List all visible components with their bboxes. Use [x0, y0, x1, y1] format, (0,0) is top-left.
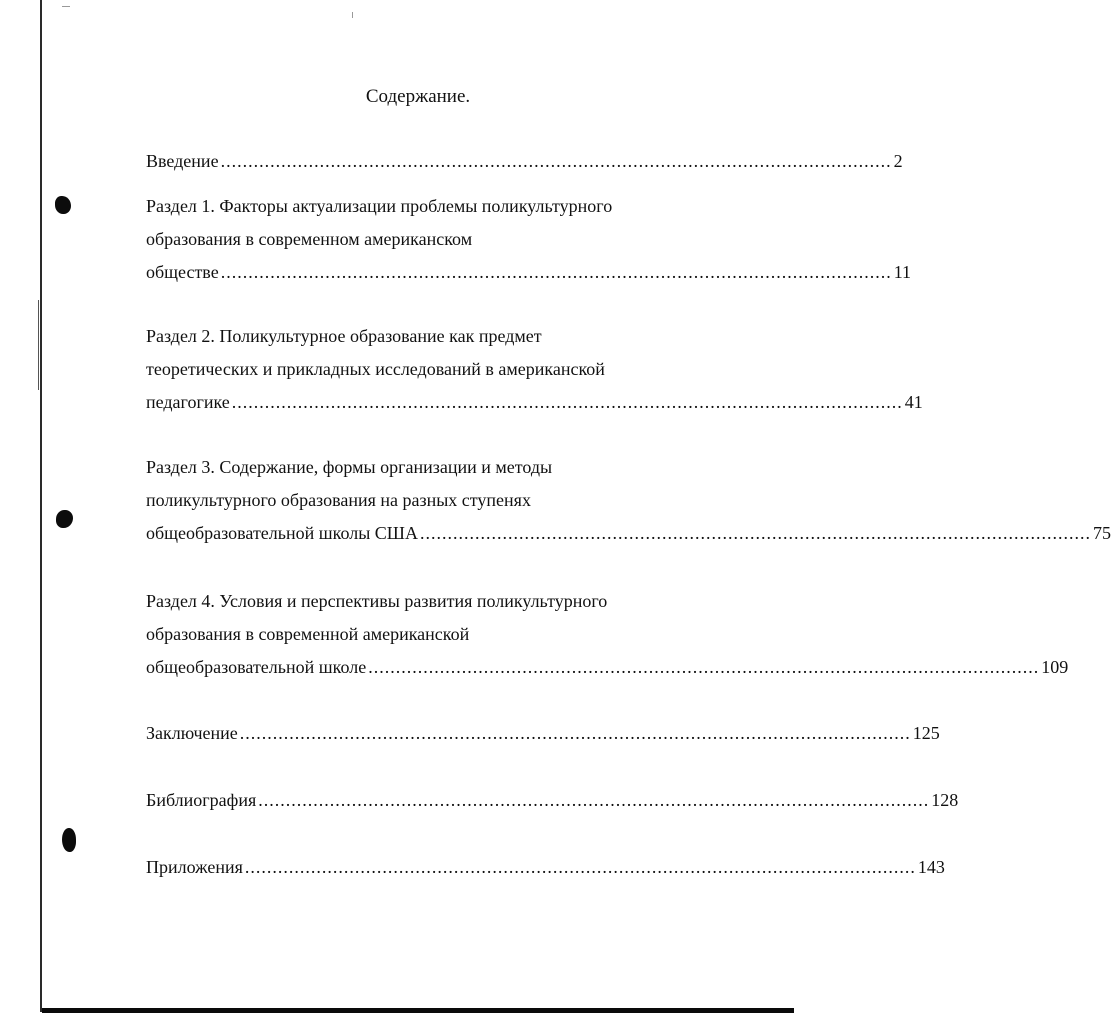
toc-page-number: 2: [893, 151, 903, 171]
toc-title-line: теоретических и прикладных исследований в американской: [146, 359, 605, 379]
punch-hole-icon: [62, 828, 76, 852]
toc-entry-appendices: [146, 851, 945, 884]
scan-edge-left-faint: [38, 300, 39, 390]
toc-page-number: 75: [1092, 523, 1111, 543]
toc-page-number: 143: [917, 857, 945, 877]
toc-title-line: Раздел 3. Содержание, формы организации и методы: [146, 457, 553, 477]
toc-entry-section-4: [146, 585, 1069, 684]
toc-title: Введение: [146, 151, 219, 171]
toc-entry-conclusion: [146, 717, 940, 750]
toc-title: обществе: [146, 262, 219, 282]
toc-title-line: Раздел 1. Факторы актуализации проблемы поликультурного: [146, 196, 613, 216]
punch-hole-icon: [55, 196, 71, 214]
toc-page-number: 125: [912, 723, 940, 743]
toc-entry-intro: [146, 145, 903, 178]
scan-mark: [62, 6, 70, 7]
dot-leader: ..........................................................................................................................: [220, 151, 892, 171]
dot-leader: ..........................................................................................................................: [220, 262, 892, 282]
dot-leader: ..........................................................................................................................: [419, 523, 1091, 543]
dot-leader: ..........................................................................................................................: [244, 857, 916, 877]
toc-page-number: 128: [931, 790, 959, 810]
toc-title: общеобразовательной школы США: [146, 523, 418, 543]
toc-title-line: Раздел 4. Условия и перспективы развития поликультурного: [146, 591, 608, 611]
toc-title-line: поликультурного образования на разных ступенях: [146, 490, 531, 510]
toc-title: Приложения: [146, 857, 243, 877]
dot-leader: ..........................................................................................................................: [258, 790, 930, 810]
toc-page-number: 41: [904, 392, 923, 412]
toc-title: педагогике: [146, 392, 230, 412]
toc-page-number: 109: [1041, 657, 1069, 677]
toc-title-line: Раздел 2. Поликультурное образование как предмет: [146, 326, 542, 346]
toc-title: Заключение: [146, 723, 238, 743]
toc-title-line: образования в современном американском: [146, 229, 473, 249]
toc-title-line: образования в современной американской: [146, 624, 470, 644]
dot-leader: ..........................................................................................................................: [231, 392, 903, 412]
dot-leader: ..........................................................................................................................: [368, 657, 1040, 677]
page-title: Содержание.: [365, 86, 471, 107]
toc-title: Библиография: [146, 790, 257, 810]
toc-entry-section-2: [146, 320, 923, 419]
dot-leader: ..........................................................................................................................: [239, 723, 911, 743]
toc-entry-section-1: [146, 190, 912, 289]
toc-entry-bibliography: [146, 784, 959, 817]
toc-title: общеобразовательной школе: [146, 657, 367, 677]
punch-hole-icon: [56, 510, 73, 528]
scan-mark: [352, 12, 353, 18]
toc-entry-section-3: [146, 451, 1111, 550]
scan-edge-bottom: [42, 1008, 794, 1013]
scan-edge-left: [40, 0, 42, 1012]
toc-page-number: 11: [893, 262, 912, 282]
